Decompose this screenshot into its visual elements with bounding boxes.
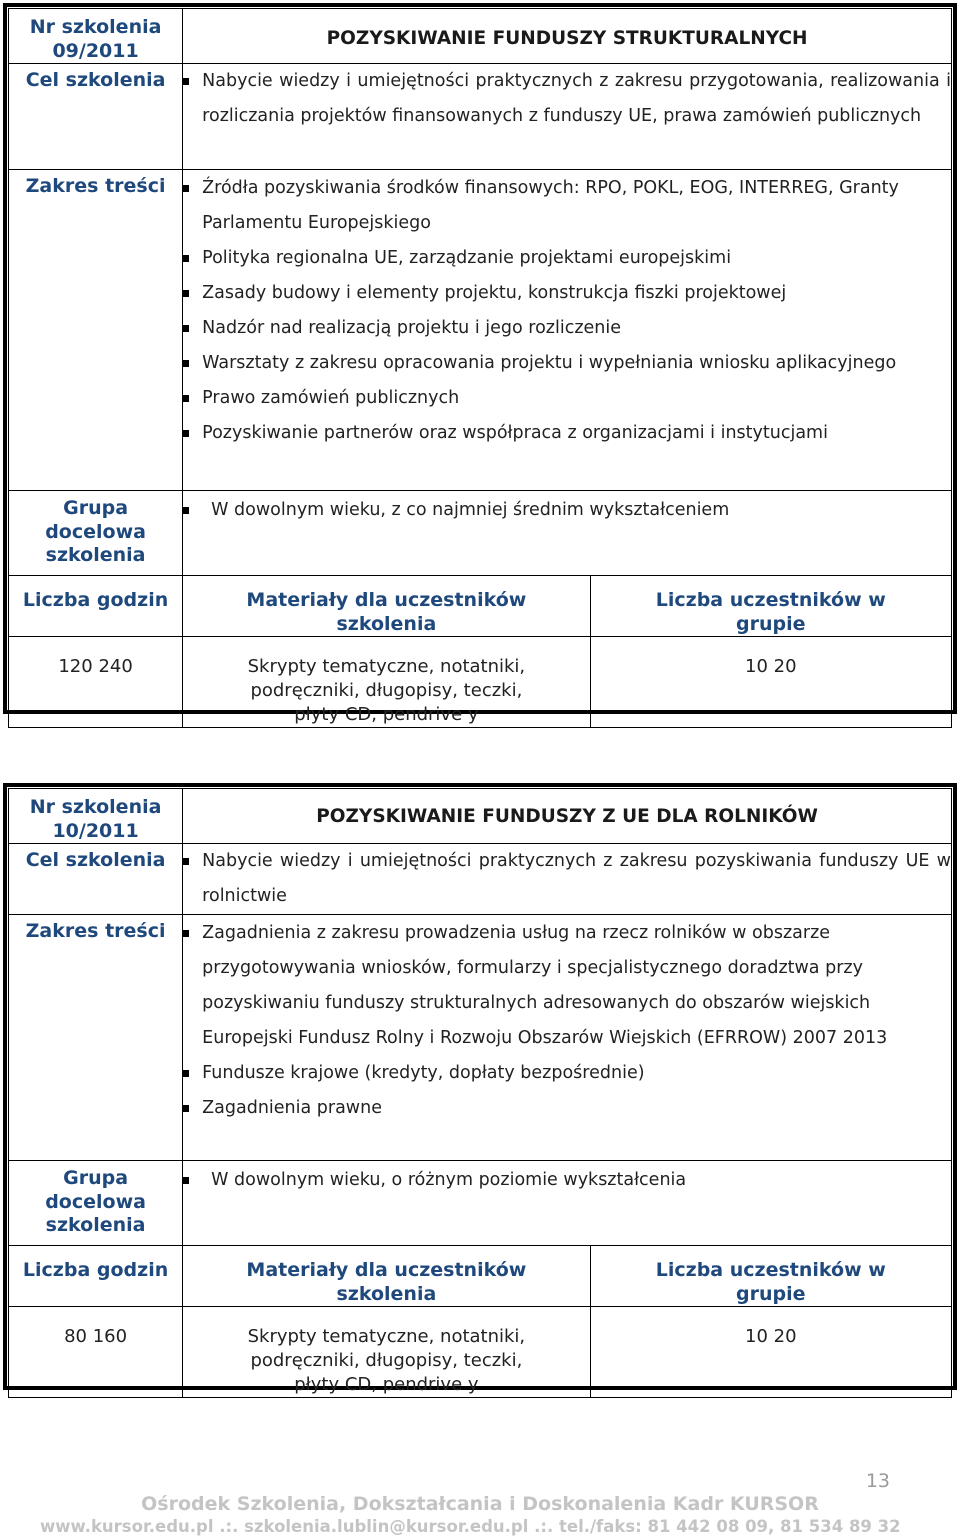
grupa-docelowa-content [183, 491, 952, 576]
course-title: POZYSKIWANIE FUNDUSZY Z UE DLA ROLNIKÓW [183, 789, 952, 844]
zakres-tresci-label: Zakres treści [9, 915, 183, 1161]
zakres-item: Polityka regionalna UE, zarządzanie projektami europejskimi [183, 241, 951, 276]
zakres-item: Zasady budowy i elementy projektu, konstrukcja fiszki projektowej [183, 276, 951, 311]
liczba-uczestnikow-label: Liczba uczestników w grupie [590, 576, 951, 637]
nr-szkolenia-label: Nr szkolenia [29, 796, 162, 818]
zakres-item: Zagadnienia prawne [183, 1091, 951, 1126]
course-card [3, 783, 957, 1395]
materialy-label: Materiały dla uczestników szkolenia [183, 1246, 590, 1307]
zakres-item: Prawo zamówień publicznych [183, 381, 951, 416]
cel-szkolenia-label: Cel szkolenia [9, 64, 183, 170]
zakres-item: Źródła pozyskiwania środków finansowych: RPO, POKL, EOG, INTERREG, Granty Parlamentu Europejskiego [183, 171, 951, 241]
cel-szkolenia-content [183, 844, 952, 915]
grupa-item: W dowolnym wieku, o różnym poziomie wykształcenia [183, 1163, 951, 1198]
liczba-godzin-label: Liczba godzin [9, 1246, 183, 1307]
grupa-item: W dowolnym wieku, z co najmniej średnim wykształceniem [183, 493, 951, 528]
footer-contact: www.kursor.edu.pl .:. szkolenia.lublin@kursor.edu.pl .:. tel./faks: 81 442 08 09, 81 534 89 32 [40, 1517, 901, 1536]
cel-szkolenia-content [183, 64, 952, 170]
nr-szkolenia-value: 10/2011 [52, 819, 139, 842]
cel-text: Nabycie wiedzy i umiejętności praktycznych z zakresu pozyskiwania funduszy UE w rolnictwie [202, 851, 951, 906]
zakres-tresci-label: Zakres treści [9, 170, 183, 491]
materialy-value: Skrypty tematyczne, notatniki, podręczniki, długopisy, teczki, płyty CD, pendrive y [183, 637, 590, 728]
liczba-godzin-label: Liczba godzin [9, 576, 183, 637]
liczba-godzin-value: 120 240 [9, 637, 183, 728]
zakres-item: Pozyskiwanie partnerów oraz współpraca z organizacjami i instytucjami [183, 416, 951, 451]
page-number: 13 [865, 1470, 890, 1492]
footer-organization: Ośrodek Szkolenia, Dokształcania i Doskonalenia Kadr KURSOR [141, 1493, 819, 1515]
materialy-label: Materiały dla uczestników szkolenia [183, 576, 590, 637]
nr-szkolenia-value: 09/2011 [52, 39, 139, 62]
grupa-docelowa-label: Grupa docelowa szkolenia [9, 1161, 183, 1246]
course-title: POZYSKIWANIE FUNDUSZY STRUKTURALNYCH [183, 9, 952, 64]
zakres-tresci-content [183, 170, 952, 491]
liczba-uczestnikow-value: 10 20 [590, 1307, 951, 1398]
course-table [8, 788, 952, 1398]
nr-szkolenia-cell [9, 9, 183, 64]
grupa-docelowa-label: Grupa docelowa szkolenia [9, 491, 183, 576]
zakres-item: Warsztaty z zakresu opracowania projektu i wypełniania wniosku aplikacyjnego [183, 346, 951, 381]
cel-item [183, 64, 951, 134]
materialy-value: Skrypty tematyczne, notatniki, podręczniki, długopisy, teczki, płyty CD, pendrive y [183, 1307, 590, 1398]
course-table [8, 8, 952, 728]
zakres-item: Nadzór nad realizacją projektu i jego rozliczenie [183, 311, 951, 346]
cel-text: Nabycie wiedzy i umiejętności praktycznych z zakresu przygotowania, realizowania i rozliczania projektów finansowanych z funduszy UE, prawa zamówień publicznych [202, 71, 951, 126]
liczba-uczestnikow-value: 10 20 [590, 637, 951, 728]
grupa-docelowa-content [183, 1161, 952, 1246]
zakres-tresci-content [183, 915, 952, 1161]
liczba-godzin-value: 80 160 [9, 1307, 183, 1398]
zakres-item: Fundusze krajowe (kredyty, dopłaty bezpośrednie) [183, 1056, 951, 1091]
course-card [3, 3, 957, 725]
cel-szkolenia-label: Cel szkolenia [9, 844, 183, 915]
cel-item [183, 844, 951, 914]
liczba-uczestnikow-label: Liczba uczestników w grupie [590, 1246, 951, 1307]
zakres-item: Zagadnienia z zakresu prowadzenia usług na rzecz rolników w obszarze przygotowywania wniosków, formularzy i specjalistycznego doradztwa przy pozyskiwaniu funduszy strukturalnych adresowanych do obszarów wiejskich Europejski Fundusz Rolny i Rozwoju Obszarów Wiejskich (EFRROW) 2007 2013 [183, 916, 951, 1056]
nr-szkolenia-cell [9, 789, 183, 844]
nr-szkolenia-label: Nr szkolenia [29, 16, 162, 38]
